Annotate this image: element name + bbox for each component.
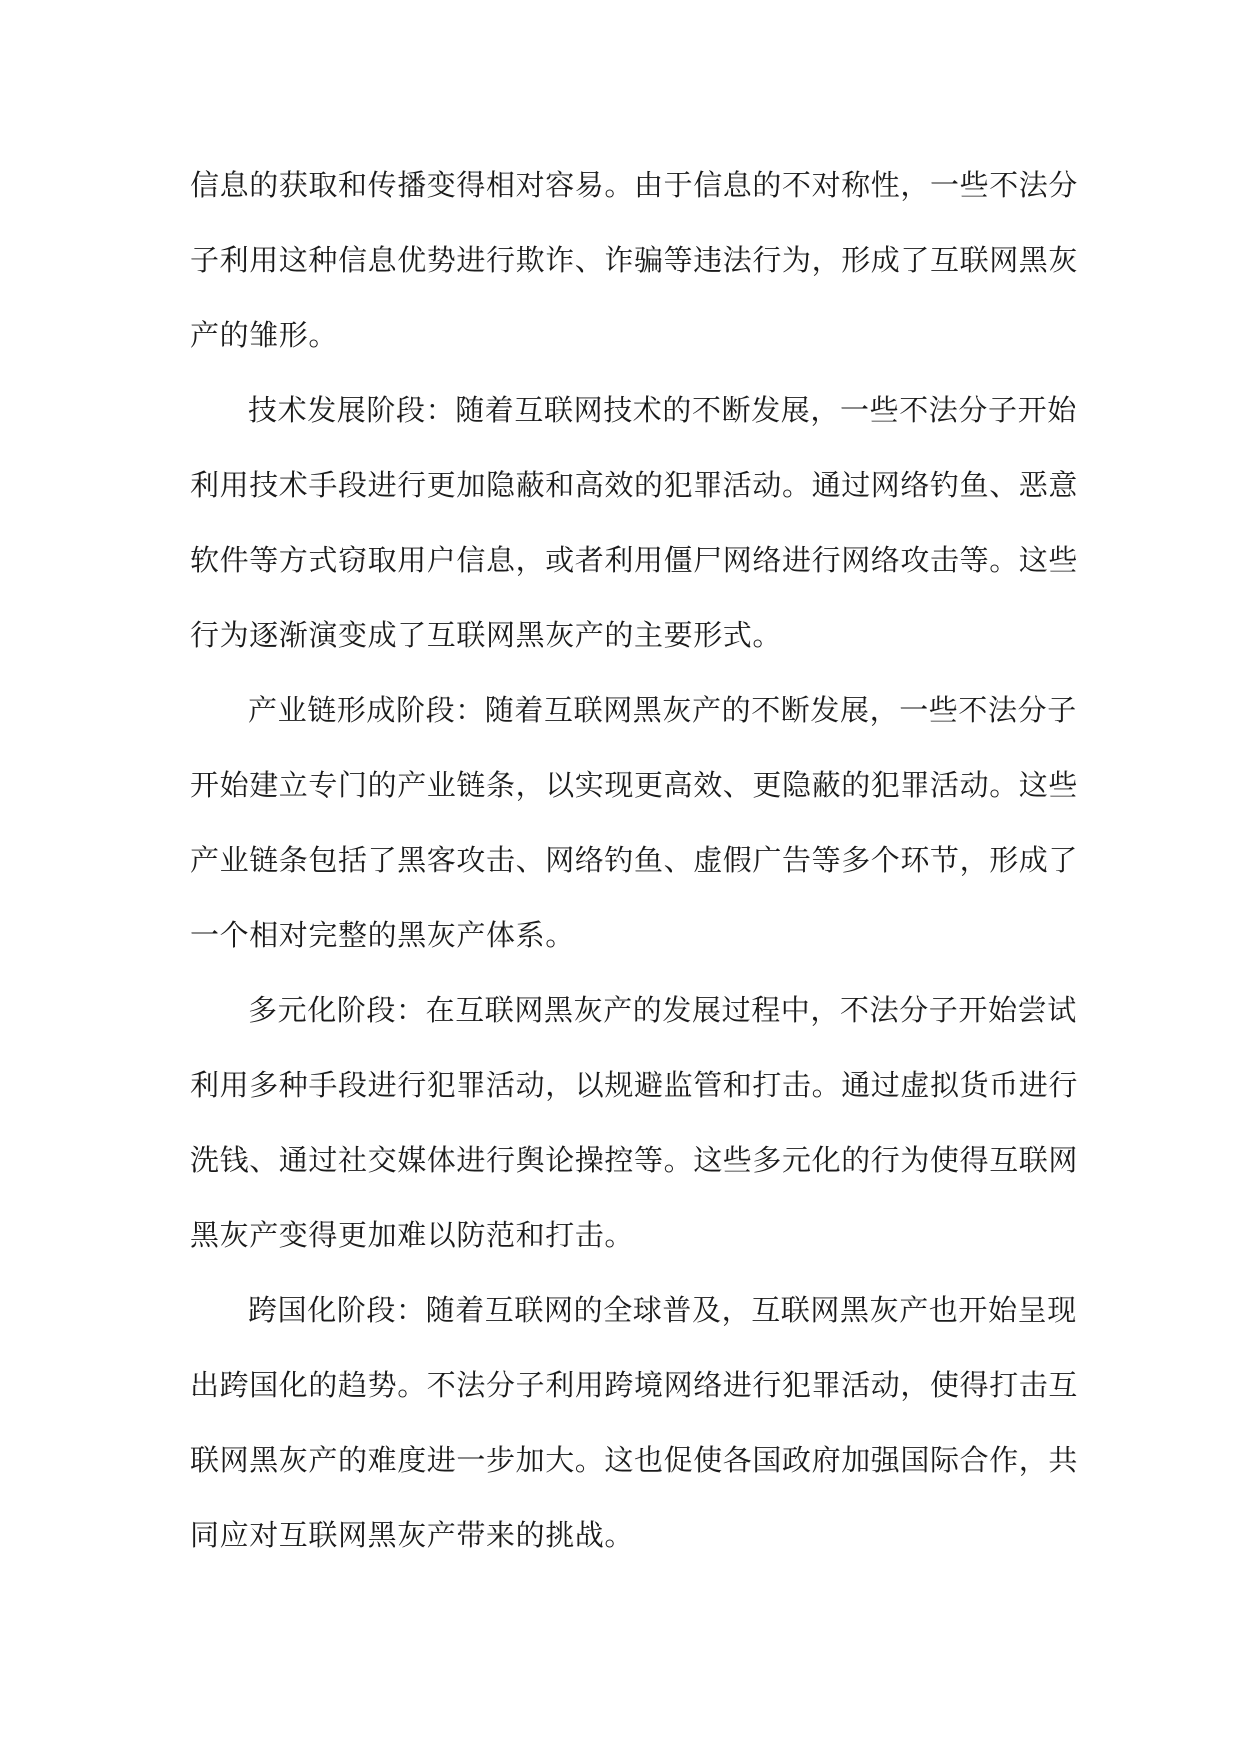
text-line: 利用多种手段进行犯罪活动，以规避监管和打击。通过虚拟货币进行 <box>190 1068 1079 1102</box>
paragraph-industry-chain-stage <box>190 673 1079 973</box>
text-line: 产的雏形。 <box>190 318 339 352</box>
text-line: 技术发展阶段：随着互联网技术的不断发展，一些不法分子开始 <box>248 393 1077 427</box>
paragraph-diversification-stage <box>190 973 1079 1273</box>
text-line: 洗钱、通过社交媒体进行舆论操控等。这些多元化的行为使得互联网 <box>190 1143 1079 1177</box>
text-line: 跨国化阶段：随着互联网的全球普及，互联网黑灰产也开始呈现 <box>248 1293 1077 1327</box>
text-line: 利用技术手段进行更加隐蔽和高效的犯罪活动。通过网络钓鱼、恶意 <box>190 468 1079 502</box>
paragraph-tech-development-stage <box>190 373 1079 673</box>
text-line: 出跨国化的趋势。不法分子利用跨境网络进行犯罪活动，使得打击互 <box>190 1368 1079 1402</box>
text-line: 产业链条包括了黑客攻击、网络钓鱼、虚假广告等多个环节，形成了 <box>190 843 1079 877</box>
text-line: 产业链形成阶段：随着互联网黑灰产的不断发展，一些不法分子 <box>248 693 1077 727</box>
text-line: 行为逐渐演变成了互联网黑灰产的主要形式。 <box>190 618 783 652</box>
document-body <box>190 148 1079 1573</box>
text-line: 联网黑灰产的难度进一步加大。这也促使各国政府加强国际合作，共 <box>190 1443 1079 1477</box>
text-line: 软件等方式窃取用户信息，或者利用僵尸网络进行网络攻击等。这些 <box>190 543 1079 577</box>
text-line: 一个相对完整的黑灰产体系。 <box>190 918 575 952</box>
text-line: 多元化阶段：在互联网黑灰产的发展过程中，不法分子开始尝试 <box>248 993 1077 1027</box>
paragraph-cross-border-stage <box>190 1273 1079 1573</box>
text-line: 黑灰产变得更加难以防范和打击。 <box>190 1218 635 1252</box>
text-line: 子利用这种信息优势进行欺诈、诈骗等违法行为，形成了互联网黑灰 <box>190 243 1079 277</box>
text-line: 信息的获取和传播变得相对容易。由于信息的不对称性，一些不法分 <box>190 168 1079 202</box>
text-line: 开始建立专门的产业链条，以实现更高效、更隐蔽的犯罪活动。这些 <box>190 768 1079 802</box>
paragraph-continuation <box>190 148 1079 373</box>
text-line: 同应对互联网黑灰产带来的挑战。 <box>190 1518 635 1552</box>
